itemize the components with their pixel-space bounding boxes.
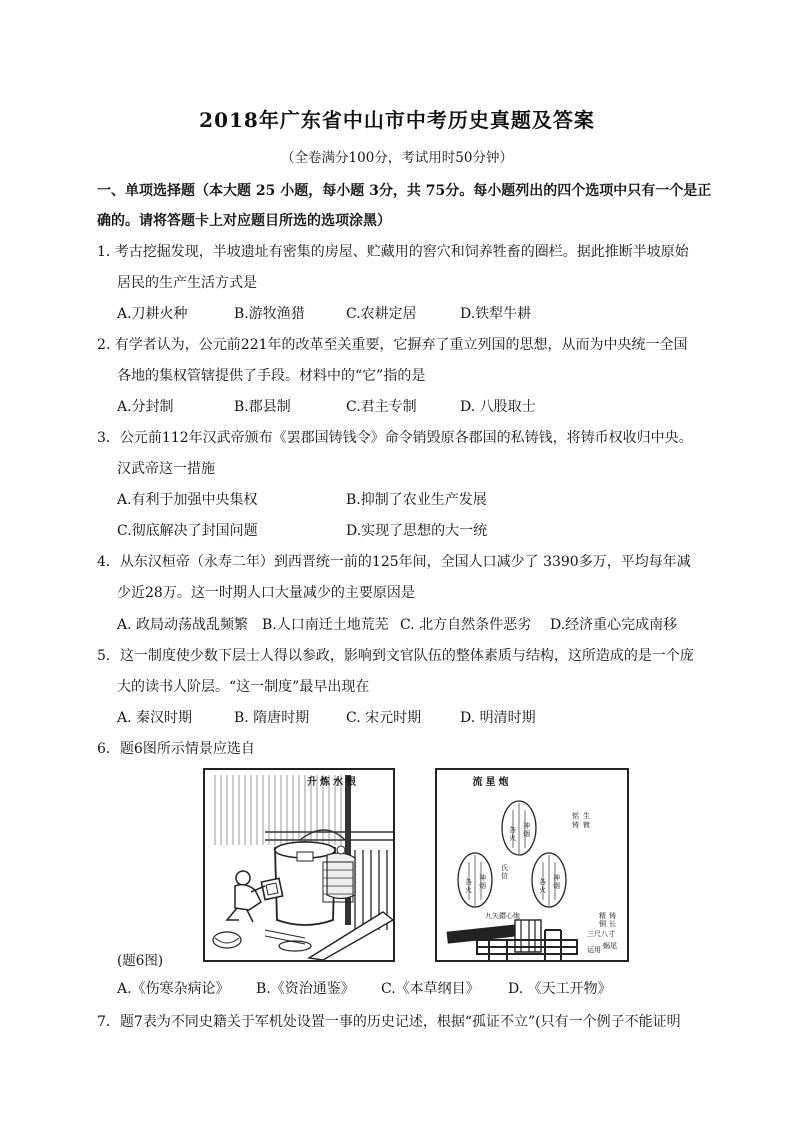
page-title: 2018年广东省中山市中考历史真题及答案 (199, 108, 595, 132)
svg-text:生: 生 (583, 812, 590, 820)
svg-text:烟: 烟 (479, 882, 486, 890)
question-4-option-b: B.人口南迁土地荒芜 (262, 617, 389, 633)
question-4-option-c: C. 北方自然条件恶劣 (400, 617, 532, 633)
question-3-option-d: D.实现了思想的大一统 (346, 523, 488, 539)
figure-meteor-cannon (435, 768, 629, 962)
svg-text:铭: 铭 (572, 812, 579, 820)
question-3-option-a: A.有利于加强中央集权 (117, 492, 258, 508)
question-7-text: 7．题7表为不同史籍关于军机处设置一事的历史记述，根据“孤证不立”(只有一个例子不能证明 (97, 1014, 681, 1030)
svg-text:九矢鐕心炮: 九矢鐕心炮 (485, 912, 520, 920)
question-2-option-a: A.分封制 (117, 399, 174, 415)
question-3-option-b: B.抑制了农业生产发展 (346, 492, 487, 508)
question-6-text: 6．题6图所示情景应选自 (97, 741, 255, 757)
svg-text:各: 各 (465, 878, 472, 886)
question-4-option-d: D.经济重心完成南移 (550, 617, 678, 633)
question-1-option-a: A.刀耕火种 (117, 306, 188, 322)
svg-text:铜: 铜 (599, 920, 606, 928)
svg-text:神: 神 (479, 874, 486, 882)
figure-meteor-cannon-label: 流星炮 (472, 777, 512, 788)
svg-text:神: 神 (523, 822, 530, 830)
section-heading-line2: 确的。请将答题卡上对应题目所选的选项涂黑） (97, 213, 391, 229)
question-5-option-a: A. 秦汉时期 (117, 710, 193, 726)
svg-text:运用: 运用 (587, 946, 601, 954)
svg-text:铸: 铸 (609, 912, 616, 920)
svg-text:烟: 烟 (553, 882, 560, 890)
question-5-option-d: D. 明清时期 (460, 710, 536, 726)
svg-text:烟: 烟 (523, 830, 530, 838)
svg-text:火: 火 (509, 834, 516, 842)
question-1-text-cont: 居民的生产生活方式是 (117, 275, 257, 291)
figure-meteor-cannon-illustration (437, 770, 627, 960)
svg-text:铸: 铸 (572, 821, 579, 829)
question-2-option-d: D. 八股取士 (460, 399, 536, 415)
question-5-text: 5．这一制度使少数下层士人得以参政，影响到文官队伍的整体素质与结构，这所造成的是一个庞 (97, 648, 694, 664)
svg-text:神: 神 (553, 874, 560, 882)
question-3-option-c: C.彻底解决了封国问题 (117, 523, 258, 539)
question-5-text-cont: 大的读书人阶层。“这一制度”最早出现在 (117, 679, 370, 695)
question-3-text-cont: 汉武帝这一措施 (117, 461, 215, 477)
svg-text:信: 信 (501, 872, 508, 880)
svg-text:各: 各 (539, 878, 546, 886)
svg-text:三尺八寸: 三尺八寸 (587, 930, 615, 938)
question-2-option-b: B.郡县制 (234, 399, 291, 415)
figure-6-caption: (题6图) (117, 953, 164, 969)
question-3-text: 3．公元前112年汉武帝颁布《罢郡国铸钱令》命令销毁原各郡国的私铸钱，将铸币权收归中央。 (97, 430, 693, 446)
svg-text:氏: 氏 (501, 864, 508, 872)
question-5-option-b: B. 隋唐时期 (234, 710, 310, 726)
question-6-option-b: B.《资治通鉴》 (256, 981, 355, 997)
question-6-option-a: A.《伤寒杂病论》 (117, 981, 230, 997)
question-4-text-cont: 少近28万。这一时期人口大量减少的主要原因是 (117, 585, 415, 601)
question-2-text-cont: 各地的集权管辖提供了手段。材料中的“它”指的是 (117, 368, 426, 384)
question-1-option-b: B.游牧渔猎 (234, 306, 305, 322)
svg-text:镀: 镀 (583, 821, 590, 829)
question-4-text: 4．从东汉桓帝（永寿二年）到西晋统一前的125年间，全国人口减少了 3390多万，平均每年减 (97, 554, 691, 570)
page-subtitle: （全卷满分100分，考试用时50分钟） (281, 150, 513, 166)
svg-text:长: 长 (609, 920, 616, 928)
question-6-option-d: D. 《天工开物》 (508, 981, 612, 997)
section-heading-line1: 一、单项选择题（本大题 25 小题，每小题 3分，共 75分。每小题列出的四个选项中只有一个是正 (97, 183, 712, 199)
svg-text:火: 火 (539, 886, 546, 894)
question-4-option-a: A. 政局动荡战乱频繁 (117, 617, 249, 633)
question-2-option-c: C.君主专制 (346, 399, 417, 415)
figure-mercury-refining (203, 768, 395, 962)
svg-text:火: 火 (465, 886, 472, 894)
svg-text:蜗尾: 蜗尾 (603, 942, 617, 950)
question-1-text: 1. 考古挖掘发现，半坡遗址有密集的房屋、贮藏用的窖穴和饲养牲畜的圈栏。据此推断半坡原始 (97, 244, 689, 260)
question-1-option-c: C.农耕定居 (346, 306, 417, 322)
svg-text:精: 精 (599, 912, 606, 920)
question-1-option-d: D.铁犁牛耕 (460, 306, 532, 322)
figure-mercury-refining-illustration (205, 770, 393, 960)
figure-mercury-refining-label: 升炼水银 (307, 777, 359, 788)
question-2-text: 2. 有学者认为，公元前221年的改革至关重要，它摒弃了重立列国的思想，从而为中央统一全国 (97, 337, 688, 353)
question-6-option-c: C.《本草纲目》 (381, 981, 480, 997)
question-5-option-c: C. 宋元时期 (346, 710, 422, 726)
svg-text:各: 各 (509, 826, 516, 834)
